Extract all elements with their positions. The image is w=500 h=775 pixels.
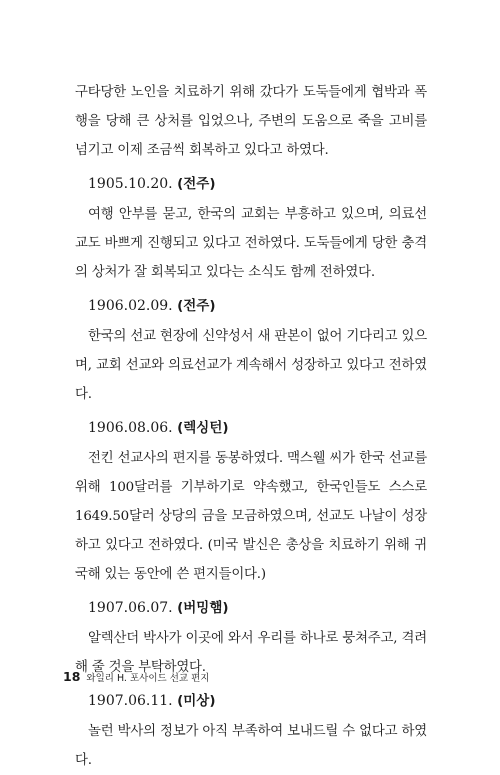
entry-date: 1907.06.07.: [88, 600, 173, 616]
letter-entry: [75, 686, 427, 775]
entry-heading: [75, 593, 427, 624]
letter-entry: [75, 291, 427, 409]
intro-paragraph: 구타당한 노인을 치료하기 위해 갔다가 도둑들에게 협박과 폭행을 당해 큰 상처를 입었으나, 주변의 도움으로 죽을 고비를 넘기고 이제 조금씩 회복하고 있다고 하였다.: [75, 85, 427, 158]
entry-place: (버밍햄): [177, 600, 229, 616]
entry-date: 1906.08.06.: [88, 420, 173, 436]
page-number: 18: [63, 669, 81, 684]
entry-heading: [75, 169, 427, 200]
entry-place: (전주): [177, 176, 216, 192]
page-footer: [63, 669, 209, 684]
entry-heading: [75, 686, 427, 717]
entry-heading: [75, 291, 427, 322]
entry-date: 1907.06.11.: [88, 693, 173, 709]
entry-date: 1906.02.09.: [88, 298, 173, 314]
entry-summary: 전킨 선교사의 편지를 동봉하였다. 맥스웰 씨가 한국 선교를 위해 100달러를 기부하기로 약속했고, 한국인들도 스스로 1649.50달러 상당의 금을 모금하였으며, 선교도 나날이 성장하고 있다고 전하였다. (미국 발신은 총상을 치료하기 위해 귀국해 있는 동안에 쓴 편지들이다.): [75, 451, 427, 582]
entry-heading: [75, 413, 427, 444]
entry-place: (미상): [177, 693, 216, 709]
running-title: 와일리 H. 포사이드 선교 편지: [86, 673, 210, 684]
letter-entry: [75, 413, 427, 589]
entry-summary: 알렉산더 박사가 이곳에 와서 우리를 하나로 뭉쳐주고, 격려해 줄 것을 부탁하였다.: [75, 631, 427, 675]
entry-date: 1905.10.20.: [88, 176, 173, 192]
entry-summary: 한국의 선교 현장에 신약성서 새 판본이 없어 기다리고 있으며, 교회 선교와 의료선교가 계속해서 성장하고 있다고 전하였다.: [75, 329, 427, 402]
entry-summary: 여행 안부를 묻고, 한국의 교회는 부흥하고 있으며, 의료선교도 바쁘게 진행되고 있다고 전하였다. 도둑들에게 당한 충격의 상처가 잘 회복되고 있다는 소식도 함께 전하였다.: [75, 207, 427, 280]
letter-entry: [75, 169, 427, 287]
entry-place: (렉싱턴): [177, 420, 229, 436]
entry-place: (전주): [177, 298, 216, 314]
entry-summary: 놀런 박사의 정보가 아직 부족하여 보내드릴 수 없다고 하였다.: [75, 724, 427, 768]
